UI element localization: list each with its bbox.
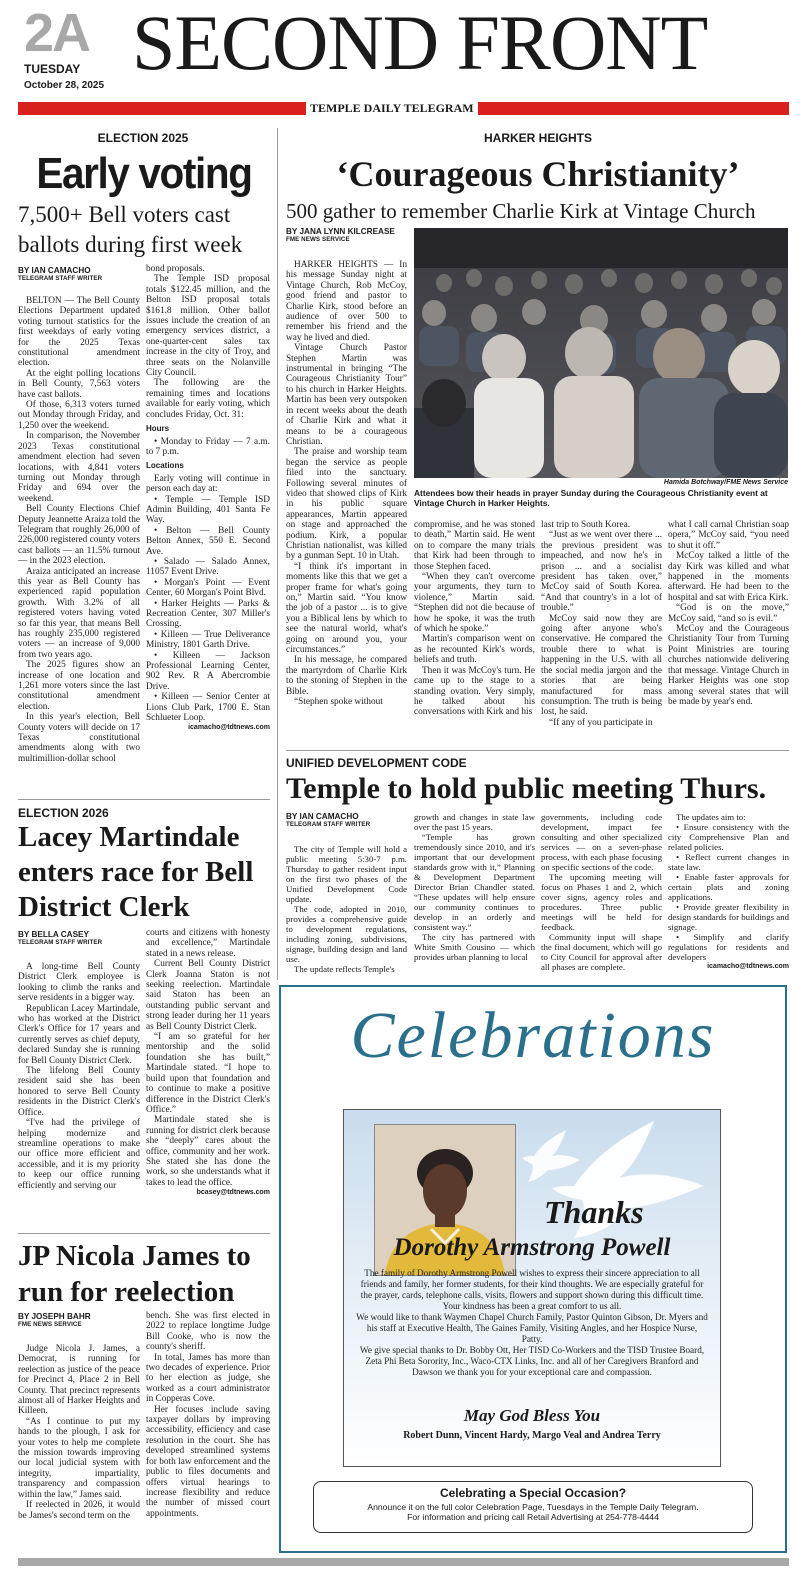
paragraph: Judge Nicola J. James, a Democrat, is running for reelection as justice of the peace for Precinct 4, Place 2 in Bell County. That precinct represents almost all of Harker Heights and Killeen. — [18, 1344, 140, 1417]
story-column — [286, 260, 407, 744]
thanks-heading: Thanks — [544, 1194, 644, 1230]
story-headline: Temple to hold public meeting Thurs. — [286, 772, 767, 805]
paragraph: McCoy and the Courageous Christianity Tour from Turning Point Ministries are touring churches nationwide delivering that message. Vintage Church in Harker Heights was one stop among several states that will be made by year's end. — [668, 624, 789, 707]
paragraph: Community input will shape the final document, which will go to City Council for approval after all phases are complete. — [541, 932, 662, 972]
list-item: • Ensure consistency with the city Comprehensive Plan and related policies. — [668, 822, 789, 852]
story-column — [541, 812, 662, 978]
paragraph: The lifelong Bell County resident said she has been honored to serve Bell County residents in the District Clerk's Office. — [18, 1066, 140, 1118]
paragraph: Her focuses include saving taxpayer dollars by improving accessibility, efficiency and case resolution in the court. She has developed streamlined systems for both law enforcement and the public to files documents and offers virtual hearings to increase flexibility and reduce the number of missed court appointments. — [146, 1404, 270, 1519]
paragraph: McCoy said now they are going after anyone who's conservative. He compared the trouble there to what is happening in the U.S. with all the social media jargon and the stories that are being manufactured for mass consumption. The truth is being lost, he said. — [541, 613, 662, 718]
paragraph: In his message, he compared the martyrdom of Charlie Kirk to the stoning of Stephen in the Bible. — [286, 655, 407, 697]
paragraph: Early voting will continue in person each day at: — [146, 473, 270, 495]
paragraph: In total, James has more than two decades of experience. Prior to her election as judge, she worked as a court administrator in Copperas Cove. — [146, 1352, 270, 1405]
paragraph: governments, including code development, impact fee consulting and other specialized services — on a seven-phase process, with each phase focusing on specific sections of the code. — [541, 812, 662, 872]
story-kicker: ELECTION 2026 — [18, 806, 109, 820]
byline-name: BY IAN CAMACHO — [286, 812, 359, 821]
paragraph: Republican Lacey Martindale, who has worked at the District Clerk's Office for 17 years and currently serves as chief deputy, declared Sunday she is running for Bell County District Clerk. — [18, 1003, 140, 1066]
honoree-name: Dorothy Armstrong Powell — [393, 1234, 671, 1261]
story-kicker: HARKER HEIGHTS — [483, 131, 592, 145]
issue-date: October 28, 2025 — [24, 80, 105, 91]
section-rule — [286, 750, 789, 751]
story-column — [414, 812, 535, 978]
paragraph: In comparison, the November 2023 Texas constitutional amendment election had seven locations, with 4,841 voters turning out Monday through Friday and 694 over the weekend. — [18, 431, 140, 504]
hours-item: • Monday to Friday — 7 a.m. to 7 p.m. — [146, 436, 270, 457]
paragraph: “Just as we went over there ... the previous president was impeached, and now he's in prison ... and a socialist president has taken over,” McCoy said of South Korea. “And that country's in a lot of trouble.” — [541, 530, 662, 614]
paragraph: Martin's comparison went on as he recounted Kirk's words, beliefs and truth. — [414, 634, 535, 666]
paragraph: The following are the remaining times and locations available for early voting, which concludes Friday, Oct. 31: — [146, 378, 270, 420]
story-headline: ‘Courageous Christianity’ — [336, 154, 740, 194]
byline-title: TELEGRAM STAFF WRITER — [286, 821, 371, 828]
section-title: SECOND FRONT — [132, 0, 708, 86]
byline-title: FME NEWS SERVICE — [18, 1321, 82, 1328]
paragraph: growth and changes in state law over the past 15 years. — [414, 812, 535, 832]
paragraph: Araiza anticipated an increase this year as Bell County has experienced rapid population growth. With 3.2% of all registered voters having voted so far this year, that means Bell has roughly 235,000 registered voters — an increase of 9,000 from two years ago. — [18, 566, 140, 660]
locations-label: Locations — [146, 461, 184, 471]
blessing: May God Bless You — [463, 1406, 601, 1425]
paragraph: The praise and worship team began the service as people filed into the sanctuary. Following several minutes of video that showed clips of Kirk in his public square appearances, Martin appeared on stage and approached the podium. Kirk, a popular Christian nationalist, was killed by a gunman Sept. 10 in Utah. — [286, 447, 407, 562]
paragraph: courts and citizens with honesty and excellence,” Martindale stated in a news release. — [146, 928, 270, 959]
message-paragraph: The family of Dorothy Armstrong Powell wishes to express their sincere appreciation to all friends and family, her former students, for their kind thoughts. We are especially grateful for the prayer, cards, telephone calls, visits, flowers and support shown during this difficult time. Your kindness has been a great comfort to us all. — [360, 1268, 704, 1311]
paragraph: McCoy talked a little of the day Kirk was killed and what happened in the moments afterward. He had been to the hospital and sat with Erica Kirk. — [668, 551, 789, 603]
byline-name: BY JANA LYNN KILCREASE — [286, 227, 395, 236]
story-kicker: UNIFIED DEVELOPMENT CODE — [286, 756, 467, 770]
paragraph: At the eight polling locations in Bell County, 7,563 voters have cast ballots. — [18, 368, 140, 400]
story-column — [18, 296, 140, 764]
byline-name: BY JOSEPH BAHR — [18, 1312, 91, 1321]
story-column — [146, 1311, 270, 1548]
location-item: • Harker Heights — Parks & Recreation Center, 307 Miller's Crossing. — [146, 598, 270, 630]
byline — [286, 812, 406, 829]
location-item: • Killeen — True Deliverance Ministry, 1801 Garth Drive. — [146, 629, 270, 651]
story-column — [18, 962, 140, 1228]
paragraph: Martindale stated she is running for district clerk because she “deeply” cares about the office, community and her work. She stated she has done the work, so she understands what it takes to lead the office. — [146, 1115, 270, 1188]
promo-line: Announce it on the full color Celebration Page, Tuesdays in the Temple Daily Telegram. — [367, 1502, 699, 1512]
paragraph: compromise, and he was stoned to death,” Martin said. He went on to compare the many trials that Kirk had been through to those Stephen faced. — [414, 520, 535, 572]
paragraph: bench. She was first elected in 2022 to replace longtime Judge Bill Cooke, who is now the county's sheriff. — [146, 1311, 270, 1353]
paragraph: In this year's election, Bell County voters will decide on 17 Texas constitutional amendments along with two multimillion-dollar school — [18, 712, 140, 764]
celebrations-ad — [279, 985, 787, 1553]
location-item: • Killeen — Senior Center at Lions Club Park, 1700 E. Stan Schlueter Loop. — [146, 692, 270, 724]
location-item: • Belton — Bell County Belton Annex, 550 E. Second Ave. — [146, 525, 270, 557]
byline — [18, 1312, 138, 1329]
paragraph: Current Bell County District Clerk Joanna Staton is not seeking reelection. Martindale said Staton has been an outstanding public servant and strong leader during her 11 years as Bell County District Clerk. — [146, 959, 270, 1032]
story-headline: Lacey Martindale enters race for Bell District Clerk — [18, 821, 254, 923]
thanks-message — [356, 1268, 708, 1378]
story-subhead: 7,500+ Bell voters cast ballots during first week — [18, 202, 243, 257]
paragraph: The update reflects Temple's — [294, 964, 395, 974]
byline-name: BY BELLA CASEY — [18, 930, 89, 939]
author-email: icamacho@tdtnews.com — [188, 724, 270, 732]
celebrations-banner: Celebrations — [350, 999, 716, 1072]
promo-box — [313, 1481, 753, 1533]
byline-title: FME NEWS SERVICE — [286, 236, 350, 243]
author-email: icamacho@tdtnews.com — [707, 963, 789, 970]
paragraph: The 2025 figures show an increase of one location and 1,261 more voters since the last constitutional amendment election. — [18, 660, 140, 712]
paragraph: Then it was McCoy's turn. He came up to the stage to a standing ovation. Very simply, he talked about his conversations with Kirk and his — [414, 665, 535, 718]
event-photo — [414, 228, 788, 478]
story-column — [668, 812, 789, 978]
photo-credit: Hamida Botchway/FME News Service — [663, 479, 788, 486]
paragraph: “If any of you participate in — [549, 717, 653, 728]
photo-caption: Attendees bow their heads in prayer Sunday during the Courageous Christianity event at Vintage Church in Harker Heights. — [414, 488, 768, 508]
location-item: • Temple — Temple ISD Admin Building, 401 Santa Fe Way. — [146, 494, 270, 526]
paragraph: If reelected in 2026, it would be James's second term on the — [18, 1500, 140, 1521]
paragraph: The updates aim to: — [676, 812, 746, 822]
story-subhead: 500 gather to remember Charlie Kirk at Vintage Church — [286, 199, 756, 223]
issue-day: TUESDAY — [24, 62, 81, 76]
list-item: • Provide greater flexibility in design standards for buildings and signage. — [668, 902, 789, 932]
paragraph: “I've had the privilege of helping modernize and streamline operations to make our office more efficient and accessible, and it is my priority to keep our office running efficiently and serving our — [18, 1118, 140, 1191]
section-rule — [18, 799, 270, 800]
list-item: • Simplify and clarify regulations for residents and developers — [668, 932, 789, 962]
paragraph: “I am so grateful for her mentorship and the solid foundation she has built,” Martindale stated. “I hope to build upon that foundation and to continue to make a positive difference in the District Clerk's Office.” — [146, 1032, 270, 1115]
paragraph: “I think it's important in moments like this that we get a proper frame for what's going on,” Martin said. “You know the job of a pastor ... is to give you a Biblical lens by which to see the natural world, what's going on around you, your circumstances.” — [286, 561, 407, 656]
hours-label: Hours — [146, 424, 170, 434]
location-item: • Killeen — Jackson Professional Learning Center, 902 Rev. R A Abercrombie Drive. — [146, 650, 270, 692]
byline-title: TELEGRAM STAFF WRITER — [18, 939, 103, 946]
paragraph: The city of Temple will hold a public meeting 5:30-7 p.m. Thursday to gather resident input on the first two phases of the Unified Development Code update. — [286, 844, 407, 904]
story-headline: Early voting — [36, 149, 252, 198]
paragraph: A long-time Bell County District Clerk employee is looking to climb the ranks and serve residents in a bigger way. — [18, 962, 140, 1004]
paragraph: Vintage Church Pastor Stephen Martin was instrumental in bringing “The Courageous Christianity Tour” to his church in Harker Heights. Martin has been very outspoken in recent weeks about the death of Charlie Kirk and what it means to be a courageous Christian. — [286, 343, 407, 447]
story-column — [541, 520, 662, 744]
location-item: • Morgan's Point — Event Center, 60 Morgan's Point Blvd. — [146, 577, 270, 599]
list-item: • Enable faster approvals for certain plats and zoning applications. — [668, 872, 789, 902]
paragraph: “When they can't overcome your arguments, they turn to violence,” Martin said. “Stephen did not die because of how he spoke, it was the truth of which he spoke.” — [414, 572, 535, 635]
paragraph: The upcoming meeting will focus on Phases 1 and 2, which cover signs, agency roles and procedures. Three public meetings will be held for feedback. — [541, 872, 662, 932]
promo-title: Celebrating a Special Occasion? — [439, 1486, 627, 1500]
paragraph: The Temple ISD proposal totals $122.45 million, and the Belton ISD proposal totals $161.8 million. Other ballot issues include the creation of an emergency services district, a one-quarter-cent sales tax increase in the city of Troy, and three seats on the Nolanville City Council. — [146, 274, 270, 379]
footer-bar — [18, 1558, 789, 1566]
story-column — [286, 844, 407, 978]
byline — [286, 227, 416, 244]
paragraph: HARKER HEIGHTS — In his message Sunday night at Vintage Church, Rob McCoy, good friend and pastor to Charlie Kirk, stood before an audience of over 500 to remember his friend and the way he lived and died. — [286, 260, 407, 343]
location-item: • Salado — Salado Annex, 11057 Event Drive. — [146, 556, 270, 578]
story-column — [18, 1344, 140, 1548]
paragraph: The code, adopted in 2010, provides a comprehensive guide to development regulations, including zoning, subdivisions, signage, building design and land use. — [286, 904, 407, 964]
paragraph: “As I continue to put my hands to the plough, I ask for your votes to help me complete the mission towards improving our local judicial system with integrity, impartiality, transparency and compassion within the law,” James said. — [18, 1416, 140, 1500]
author-email: bcasey@tdtnews.com — [196, 1189, 270, 1197]
paragraph: “Temple has grown tremendously since 2010, and it's important that our development standards grow with it,” Planning & Development Department Director Brian Chandler stated. “These updates will help ensure our community continues to develop in an orderly and consistent way.” — [414, 832, 535, 932]
paragraph: what I call carnal Christian soap opera,” McCoy said, “you need to shut it off.” — [668, 520, 789, 551]
paragraph: last trip to South Korea. — [541, 520, 631, 530]
story-column — [146, 928, 270, 1228]
paragraph: The city has partnered with White Smith Cousino — which provides urban planning to local — [414, 932, 535, 962]
paragraph: Of those, 6,313 voters turned out Monday through Friday, and 1,250 over the weekend. — [18, 400, 140, 431]
byline — [18, 266, 138, 283]
column-rule — [277, 128, 278, 980]
message-paragraph: We would like to thank Waymen Chapel Church Family, Pastor Quinton Gibson, Dr. Myers and his staff at Executive Health, The Gaines Family, Visiting Angles, and her Hospice Nurse, Patty. — [356, 1312, 708, 1344]
story-column — [414, 520, 535, 744]
signers: Robert Dunn, Vincent Hardy, Margo Veal and Andrea Terry — [403, 1430, 661, 1441]
paragraph: “Stephen spoke without — [294, 697, 383, 708]
crowd-illustration — [414, 228, 788, 478]
paper-name: TEMPLE DAILY TELEGRAM — [306, 101, 478, 116]
list-item: • Reflect current changes in state law. — [668, 852, 789, 872]
paragraph: bond proposals. — [146, 264, 205, 274]
story-column — [146, 264, 270, 784]
story-column — [668, 520, 789, 744]
story-headline: JP Nicola James to run for reelection — [18, 1240, 251, 1308]
promo-line: For information and pricing call Retail Advertising at 254-778-4444 — [407, 1512, 659, 1522]
byline-name: BY IAN CAMACHO — [18, 266, 91, 275]
page-number: 2A — [24, 3, 90, 63]
story-kicker: ELECTION 2025 — [97, 131, 189, 145]
thanks-card — [343, 1109, 721, 1467]
message-paragraph: We give special thanks to Dr. Bobby Ott, Her TISD Co-Workers and the TISD Trustee Board, Zeta Phi Beta Sorority, Inc., Waco-CTX Links, Inc. and all of her Caregivers Branford and Dawson we thank you for your exceptional care and compassion. — [359, 1345, 705, 1377]
paragraph: BELTON — The Bell County Elections Department updated voting turnout statistics for the first weekdays of early voting for the 2025 Texas constitutional amendment election. — [18, 296, 140, 369]
section-rule — [18, 1233, 270, 1234]
paragraph: “God is on the move,” McCoy said, “and so is evil.” — [668, 603, 789, 624]
paragraph: Bell County Elections Chief Deputy Jeannette Araiza told the Telegram that roughly 26,000 of 226,000 registered county voters cast ballots — an 11.5% turnout — in the 2023 election. — [18, 504, 140, 567]
byline — [18, 930, 138, 947]
byline-title: TELEGRAM STAFF WRITER — [18, 275, 103, 282]
